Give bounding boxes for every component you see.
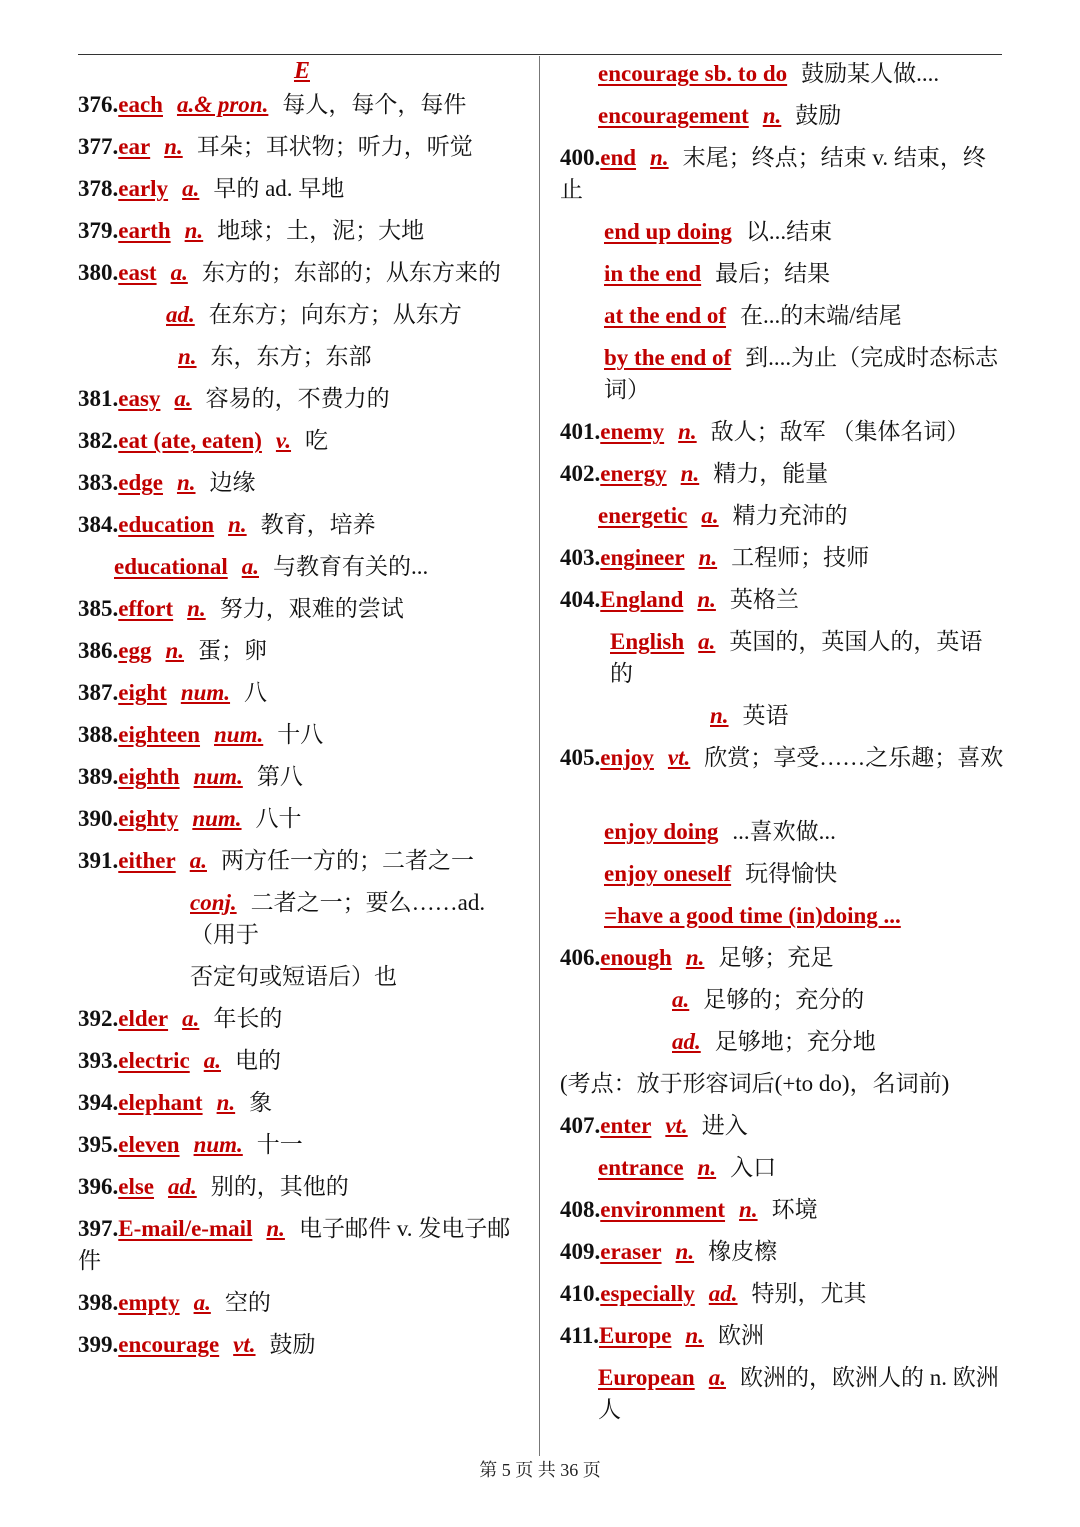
entry-word: E-mail/e-mail: [118, 1216, 253, 1241]
entry-pos: a.: [203, 1048, 221, 1073]
entry-number: 385.: [78, 596, 119, 621]
entry-pos: n.: [698, 545, 718, 570]
entry-meaning: 边缘: [209, 470, 256, 495]
entry-meaning: 别的，其他的: [210, 1174, 349, 1199]
entry-word: eraser: [600, 1239, 662, 1264]
entry-word: eat (ate, eaten): [118, 428, 262, 453]
entry-number: 411.: [560, 1323, 599, 1348]
right-entry-list: [560, 58, 1004, 1426]
entry-number: 402.: [560, 461, 601, 486]
entry-meaning: 精力充沛的: [732, 503, 848, 528]
entry-word: eleven: [118, 1132, 180, 1157]
entry-pos: a.: [698, 629, 716, 654]
vocab-entry: [78, 1329, 526, 1361]
entry-meaning: 鼓励: [795, 103, 842, 128]
vocab-entry: [78, 845, 526, 877]
entry-word: earth: [118, 218, 171, 243]
entry-meaning: 二者之一；要么……ad.（用于: [190, 890, 486, 947]
vocab-entry: [560, 258, 1004, 290]
entry-meaning: 英语: [742, 703, 789, 728]
entry-meaning: (考点：放于形容词后(+to do)，名词前): [560, 1071, 950, 1096]
entry-meaning: 到....为止（完成时态标志词）: [604, 345, 999, 402]
entry-pos: num.: [193, 764, 243, 789]
entry-number: 399.: [78, 1332, 119, 1357]
entry-word: enemy: [600, 419, 665, 444]
entry-pos: n.: [675, 1239, 695, 1264]
vocab-entry: [78, 89, 526, 121]
vocab-entry: [560, 1152, 1004, 1184]
vocab-entry: [78, 1213, 526, 1277]
vocab-entry: [560, 500, 1004, 532]
entry-number: 387.: [78, 680, 119, 705]
entry-number: 406.: [560, 945, 601, 970]
entry-number: 382.: [78, 428, 119, 453]
entry-meaning: 两方任一方的；二者之一: [220, 848, 474, 873]
entry-number: 408.: [560, 1197, 601, 1222]
vocab-entry: [560, 700, 1004, 732]
entry-word: enjoy: [600, 745, 654, 770]
entry-pos: a.: [708, 1365, 726, 1390]
entry-pos: n.: [650, 145, 669, 170]
entry-pos: num.: [193, 1132, 243, 1157]
entry-meaning: 空的: [224, 1290, 271, 1315]
vocab-entry: [560, 584, 1004, 616]
entry-meaning: 足够；充足: [718, 945, 834, 970]
entry-word: eighth: [118, 764, 180, 789]
entry-pos: num.: [214, 722, 264, 747]
vocab-entry: [78, 677, 526, 709]
entry-number: 395.: [78, 1132, 119, 1157]
entry-meaning: 耳朵；耳状物；听力，听觉: [196, 134, 473, 159]
entry-word: else: [118, 1174, 155, 1199]
vocab-entry: [78, 131, 526, 163]
entry-meaning: 在东方；向东方；从东方: [208, 302, 462, 327]
entry-word: enjoy doing: [604, 819, 719, 844]
vocab-entry: [560, 742, 1004, 806]
entry-meaning: 鼓励: [269, 1332, 316, 1357]
entry-pos: a.: [170, 260, 188, 285]
entry-meaning: 鼓励某人做....: [801, 61, 940, 86]
entry-number: 383.: [78, 470, 119, 495]
entry-meaning: 在...的末端/结尾: [740, 303, 902, 328]
entry-number: 397.: [78, 1216, 119, 1241]
entry-pos: num.: [180, 680, 231, 705]
entry-meaning: 蛋；卵: [198, 638, 268, 663]
entry-word: encourage: [118, 1332, 220, 1357]
entry-word: eight: [118, 680, 167, 705]
entry-number: 400.: [560, 145, 601, 170]
vocab-entry: [560, 216, 1004, 248]
vocab-entry: [560, 1320, 1004, 1352]
entry-meaning: 东，东方；东部: [210, 344, 372, 369]
entry-number: 396.: [78, 1174, 119, 1199]
entry-number: 405.: [560, 745, 601, 770]
entry-word: eighty: [118, 806, 179, 831]
entry-number: 377.: [78, 134, 119, 159]
entry-pos: ad.: [166, 302, 195, 327]
vocab-entry: [560, 416, 1004, 448]
entry-pos: n.: [678, 419, 697, 444]
entry-meaning: 八: [244, 680, 268, 705]
vocab-entry: [78, 719, 526, 751]
entry-number: 390.: [78, 806, 119, 831]
page-footer: 第 5 页 共 36 页: [479, 1460, 601, 1480]
entry-pos: n.: [710, 703, 729, 728]
entry-pos: n.: [762, 103, 782, 128]
vocab-entry: [560, 100, 1004, 132]
entry-number: 386.: [78, 638, 119, 663]
entry-word: enter: [600, 1113, 652, 1138]
vocab-entry: [560, 1236, 1004, 1268]
vocab-entry: [560, 1068, 1004, 1100]
entry-pos: n.: [184, 218, 204, 243]
entry-pos: n.: [178, 344, 197, 369]
entry-pos: a.: [182, 176, 200, 201]
entry-word: European: [598, 1365, 695, 1390]
entry-word: effort: [118, 596, 174, 621]
entry-word: encourage sb. to do: [598, 61, 788, 86]
entry-meaning: 年长的: [213, 1006, 283, 1031]
entry-meaning: 与教育有关的...: [272, 554, 429, 579]
entry-pos: a.: [672, 987, 690, 1012]
entry-pos: conj.: [190, 890, 237, 915]
entry-pos: ad.: [168, 1174, 197, 1199]
entry-pos: a.: [189, 848, 207, 873]
entry-meaning: 欧洲的，欧洲人的 n. 欧洲人: [598, 1365, 999, 1422]
entry-word: especially: [600, 1281, 695, 1306]
vocab-entry: [560, 458, 1004, 490]
entry-meaning: 努力，艰难的尝试: [219, 596, 404, 621]
vocab-entry: [78, 761, 526, 793]
entry-meaning: 敌人；敌军 （集体名词）: [710, 419, 970, 444]
entry-meaning: 每人，每个，每件: [282, 92, 467, 117]
entry-meaning: 英国的，英国人的，英语的: [610, 629, 983, 686]
entry-meaning: 电子邮件 v. 发电子邮件: [78, 1216, 511, 1273]
entry-number: 401.: [560, 419, 601, 444]
vocab-entry: [78, 887, 526, 951]
entry-meaning: 十一: [256, 1132, 303, 1157]
entry-number: 376.: [78, 92, 119, 117]
entry-number: 404.: [560, 587, 601, 612]
column-divider: [539, 56, 540, 1456]
entry-meaning: 玩得愉快: [745, 861, 838, 886]
entry-meaning: 容易的，不费力的: [205, 386, 390, 411]
vocab-entry: [78, 1129, 526, 1161]
vocab-entry: [78, 509, 526, 541]
vocab-entry: [78, 173, 526, 205]
entry-word: easy: [118, 386, 161, 411]
entry-number: 392.: [78, 1006, 119, 1031]
vocab-entry: [560, 858, 1004, 890]
entry-meaning: 英格兰: [729, 587, 799, 612]
vocab-entry: [78, 425, 526, 457]
entry-meaning: 东方的；东部的；从东方来的: [201, 260, 501, 285]
entry-meaning: 吃: [305, 428, 329, 453]
entry-meaning: 欧洲: [717, 1323, 764, 1348]
vocab-entry: [560, 142, 1004, 206]
entry-meaning: 十八: [277, 722, 324, 747]
entry-number: 410.: [560, 1281, 601, 1306]
entry-pos: n.: [187, 596, 206, 621]
entry-pos: ad.: [672, 1029, 701, 1054]
entry-pos: a.: [701, 503, 719, 528]
entry-meaning: 电的: [234, 1048, 281, 1073]
right-column: [560, 58, 1004, 1436]
entry-word: at the end of: [604, 303, 727, 328]
entry-number: 393.: [78, 1048, 119, 1073]
entry-meaning: 特别，尤其: [751, 1281, 867, 1306]
vocab-entry: [560, 942, 1004, 974]
vocab-entry: [78, 383, 526, 415]
entry-word: elephant: [118, 1090, 203, 1115]
vocab-entry: [560, 626, 1004, 690]
entry-word: in the end: [604, 261, 702, 286]
entry-word: environment: [600, 1197, 726, 1222]
entry-meaning: ...喜欢做...: [732, 819, 836, 844]
entry-pos: a.: [182, 1006, 200, 1031]
entry-pos: n.: [685, 945, 705, 970]
entry-word: engineer: [600, 545, 685, 570]
entry-pos: n.: [697, 1155, 717, 1180]
entry-pos: n.: [228, 512, 247, 537]
vocab-entry: [78, 467, 526, 499]
entry-number: 403.: [560, 545, 601, 570]
entry-number: 398.: [78, 1290, 119, 1315]
entry-pos: vt.: [665, 1113, 688, 1138]
entry-word: end up doing: [604, 219, 732, 244]
entry-number: 384.: [78, 512, 119, 537]
vocab-entry: [78, 1171, 526, 1203]
entry-meaning: 象: [249, 1090, 273, 1115]
vocab-entry: [560, 300, 1004, 332]
entry-pos: a.: [241, 554, 259, 579]
entry-meaning: 进入: [701, 1113, 748, 1138]
entry-meaning: 工程师；技师: [731, 545, 870, 570]
entry-number: 389.: [78, 764, 119, 789]
entry-pos: n.: [739, 1197, 758, 1222]
entry-pos: n.: [216, 1090, 236, 1115]
entry-word: end: [600, 145, 637, 170]
entry-meaning: 环境: [771, 1197, 818, 1222]
entry-word: empty: [118, 1290, 180, 1315]
vocab-entry: [78, 1003, 526, 1035]
entry-word: education: [118, 512, 215, 537]
entry-meaning: 地球；土，泥；大地: [217, 218, 425, 243]
vocab-entry: [560, 58, 1004, 90]
entry-pos: n.: [165, 638, 185, 663]
entry-word: egg: [118, 638, 152, 663]
entry-meaning: 足够的；充分的: [703, 987, 865, 1012]
entry-pos: a.: [193, 1290, 211, 1315]
left-entry-list: [78, 89, 526, 1361]
entry-number: 391.: [78, 848, 119, 873]
left-column: [78, 58, 526, 1371]
entry-meaning: 精力，能量: [713, 461, 829, 486]
entry-meaning: 最后；结果: [715, 261, 831, 286]
entry-number: 381.: [78, 386, 119, 411]
vocab-entry: [560, 1362, 1004, 1426]
entry-pos: vt.: [233, 1332, 256, 1357]
entry-word: electric: [118, 1048, 190, 1073]
entry-pos: n.: [697, 587, 716, 612]
vocab-entry: [78, 635, 526, 667]
entry-number: 388.: [78, 722, 119, 747]
section-letter: E: [293, 58, 310, 84]
entry-meaning: 第八: [256, 764, 303, 789]
entry-pos: a.& pron.: [176, 92, 269, 117]
entry-meaning: 否定句或短语后）也: [190, 964, 397, 989]
entry-word: energy: [600, 461, 667, 486]
entry-meaning: 早的 ad. 早地: [213, 176, 345, 201]
entry-pos: n.: [680, 461, 700, 486]
entry-word: either: [118, 848, 176, 873]
entry-word: energetic: [598, 503, 688, 528]
entry-word: =have a good time (in)doing ...: [604, 903, 901, 928]
entry-number: 407.: [560, 1113, 601, 1138]
entry-meaning: 教育，培养: [260, 512, 376, 537]
entry-word: edge: [118, 470, 163, 495]
entry-meaning: 八十: [255, 806, 302, 831]
entry-word: ear: [118, 134, 151, 159]
entry-word: each: [118, 92, 163, 117]
entry-meaning: 欣赏；享受……之乐趣；喜欢: [704, 745, 1004, 770]
entry-word: entrance: [598, 1155, 684, 1180]
entry-number: 409.: [560, 1239, 601, 1264]
entry-word: early: [118, 176, 169, 201]
vocab-entry: [78, 551, 526, 583]
entry-pos: n.: [685, 1323, 704, 1348]
entry-word: encouragement: [598, 103, 749, 128]
entry-word: east: [118, 260, 157, 285]
entry-pos: n.: [164, 134, 183, 159]
vocab-entry: [78, 341, 526, 373]
vocab-entry: [560, 1194, 1004, 1226]
entry-word: eighteen: [118, 722, 201, 747]
vocab-entry: [78, 593, 526, 625]
entry-pos: n.: [176, 470, 196, 495]
entry-meaning: 末尾；终点；结束 v. 结束，终止: [560, 145, 986, 202]
entry-number: 378.: [78, 176, 119, 201]
entry-pos: a.: [174, 386, 192, 411]
vocab-entry: [560, 1026, 1004, 1058]
entry-meaning: 入口: [730, 1155, 777, 1180]
entry-word: educational: [114, 554, 228, 579]
entry-word: elder: [118, 1006, 169, 1031]
entry-word: enough: [600, 945, 672, 970]
vocab-entry: [560, 342, 1004, 406]
vocab-entry: [78, 1287, 526, 1319]
entry-word: by the end of: [604, 345, 732, 370]
vocab-entry: [560, 1278, 1004, 1310]
entry-number: 380.: [78, 260, 119, 285]
entry-word: England: [600, 587, 684, 612]
entry-pos: ad.: [708, 1281, 738, 1306]
vocab-entry: [560, 542, 1004, 574]
vocab-entry: [560, 900, 1004, 932]
vocab-entry: [78, 1087, 526, 1119]
entry-pos: vt.: [667, 745, 691, 770]
top-rule: [78, 54, 1002, 55]
entry-meaning: 足够地；充分地: [714, 1029, 876, 1054]
entry-number: 394.: [78, 1090, 119, 1115]
vocab-entry: [78, 257, 526, 289]
vocab-entry: [560, 1110, 1004, 1142]
vocab-entry: [78, 961, 526, 993]
entry-number: 379.: [78, 218, 119, 243]
vocab-entry: [560, 984, 1004, 1016]
entry-meaning: 橡皮檫: [708, 1239, 778, 1264]
vocab-entry: [78, 1045, 526, 1077]
entry-word: Europe: [598, 1323, 672, 1348]
entry-meaning: 以...结束: [745, 219, 833, 244]
vocab-entry: [78, 299, 526, 331]
entry-word: enjoy oneself: [604, 861, 732, 886]
vocab-entry: [78, 803, 526, 835]
vocab-entry: [560, 816, 1004, 848]
entry-word: English: [610, 629, 685, 654]
entry-pos: n.: [266, 1216, 285, 1241]
vocab-entry: [78, 215, 526, 247]
entry-pos: num.: [192, 806, 242, 831]
entry-pos: v.: [275, 428, 292, 453]
